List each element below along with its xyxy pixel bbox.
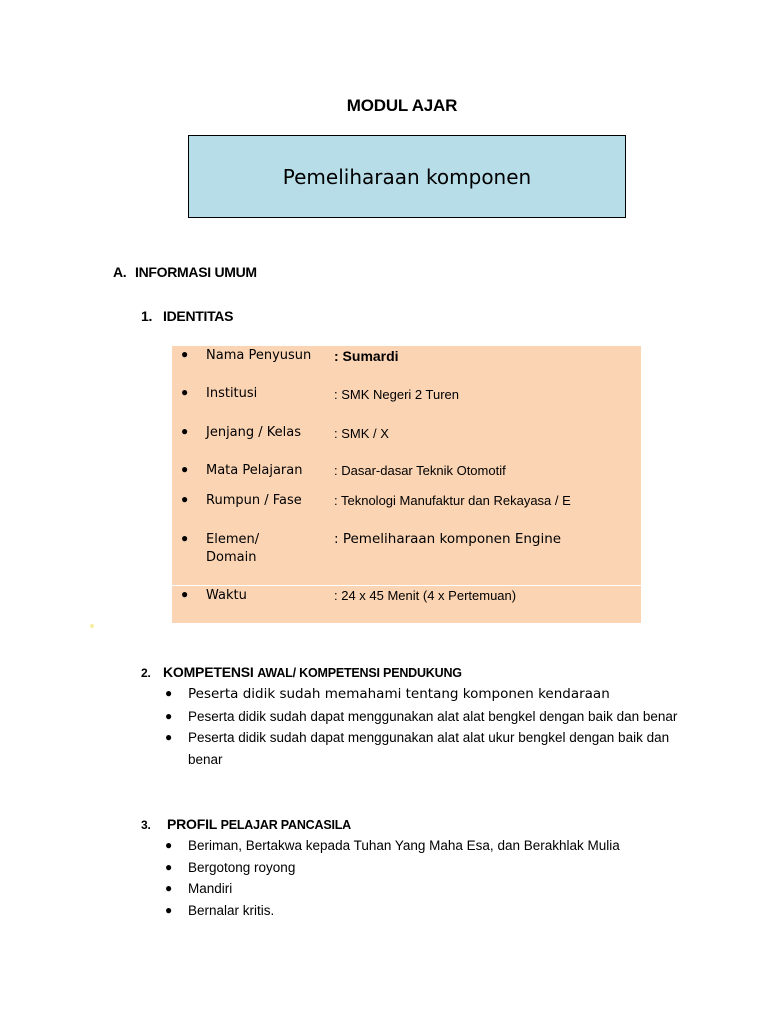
scan-speck	[90, 624, 94, 628]
bullet-icon: ●	[181, 531, 189, 545]
module-title-box	[188, 135, 626, 218]
bullet-icon: ●	[165, 838, 173, 852]
bullet-icon: ●	[181, 587, 189, 601]
list-item	[162, 706, 702, 728]
identity-label: Jenjang / Kelas	[206, 425, 302, 440]
bullet-icon: ●	[181, 385, 189, 399]
document-title: MODUL AJAR	[346, 96, 458, 115]
identity-label: Institusi	[206, 386, 258, 401]
identity-value: : SMK / X	[334, 426, 389, 441]
bullet-icon: ●	[165, 881, 173, 895]
list-item-text: Peserta didik sudah dapat menggunakan alat alat ukur bengkel dengan baik dan benar	[188, 730, 670, 767]
list-item-text: Peserta didik sudah memahami tentang komponen kendaraan	[188, 686, 610, 702]
identity-value: : Pemeliharaan komponen Engine	[334, 531, 562, 547]
identity-value: : Teknologi Manufaktur dan Rekayasa / E	[334, 493, 571, 508]
list-item	[162, 900, 702, 922]
list-item	[162, 835, 702, 857]
profil-label-a: PROFIL	[167, 816, 217, 832]
profil-heading	[141, 816, 351, 832]
list-item	[162, 727, 702, 770]
list-item	[162, 683, 702, 706]
list-item-text: Peserta didik sudah dapat menggunakan alat alat bengkel dengan baik dan benar	[188, 708, 678, 724]
profil-number: 3.	[141, 818, 151, 832]
kompetensi-label-a: KOMPETENSI	[163, 664, 254, 680]
profil-list	[162, 835, 702, 921]
kompetensi-heading	[141, 664, 462, 680]
bullet-icon: ●	[165, 859, 173, 874]
identity-label: Waktu	[206, 588, 247, 603]
table-divider	[172, 585, 641, 586]
list-item-text: Bergotong royong	[188, 859, 296, 875]
bullet-icon: ●	[165, 730, 173, 744]
section-a-heading	[113, 264, 257, 280]
identity-label: Nama Penyusun	[206, 348, 312, 363]
bullet-icon: ●	[165, 686, 173, 700]
identity-table	[172, 346, 641, 623]
kompetensi-label-b: AWAL/ KOMPETENSI PENDUKUNG	[257, 666, 462, 680]
section-a-number: A.	[113, 264, 127, 280]
bullet-icon: ●	[181, 347, 189, 361]
identity-value: : 24 x 45 Menit (4 x Pertemuan)	[334, 588, 517, 603]
identity-value: : Sumardi	[334, 348, 399, 364]
bullet-icon: ●	[181, 462, 189, 476]
identity-label: Mata Pelajaran	[206, 463, 303, 478]
list-item-text: Mandiri	[188, 881, 233, 896]
identitas-label: IDENTITAS	[163, 308, 234, 324]
kompetensi-list	[162, 683, 702, 770]
list-item-text: Beriman, Bertakwa kepada Tuhan Yang Maha Esa, dan Berakhlak Mulia	[188, 838, 620, 853]
section-a-label: INFORMASI UMUM	[135, 264, 257, 280]
bullet-icon: ●	[181, 492, 189, 506]
list-item	[162, 857, 702, 879]
identity-label: Rumpun / Fase	[206, 493, 302, 508]
bullet-icon: ●	[181, 424, 189, 438]
list-item-text: Bernalar kritis.	[188, 902, 275, 918]
profil-label-b: PELAJAR PANCASILA	[220, 818, 352, 832]
identitas-heading	[141, 308, 233, 324]
bullet-icon: ●	[165, 902, 173, 917]
identity-value: : Dasar-dasar Teknik Otomotif	[334, 463, 506, 478]
identity-value: : SMK Negeri 2 Turen	[334, 387, 459, 402]
bullet-icon: ●	[165, 708, 173, 723]
identitas-number: 1.	[141, 308, 153, 324]
kompetensi-number: 2.	[141, 666, 151, 680]
module-subtitle: Pemeliharaan komponen	[282, 164, 532, 189]
list-item	[162, 878, 702, 900]
identity-label: Elemen/ Domain	[206, 532, 260, 565]
